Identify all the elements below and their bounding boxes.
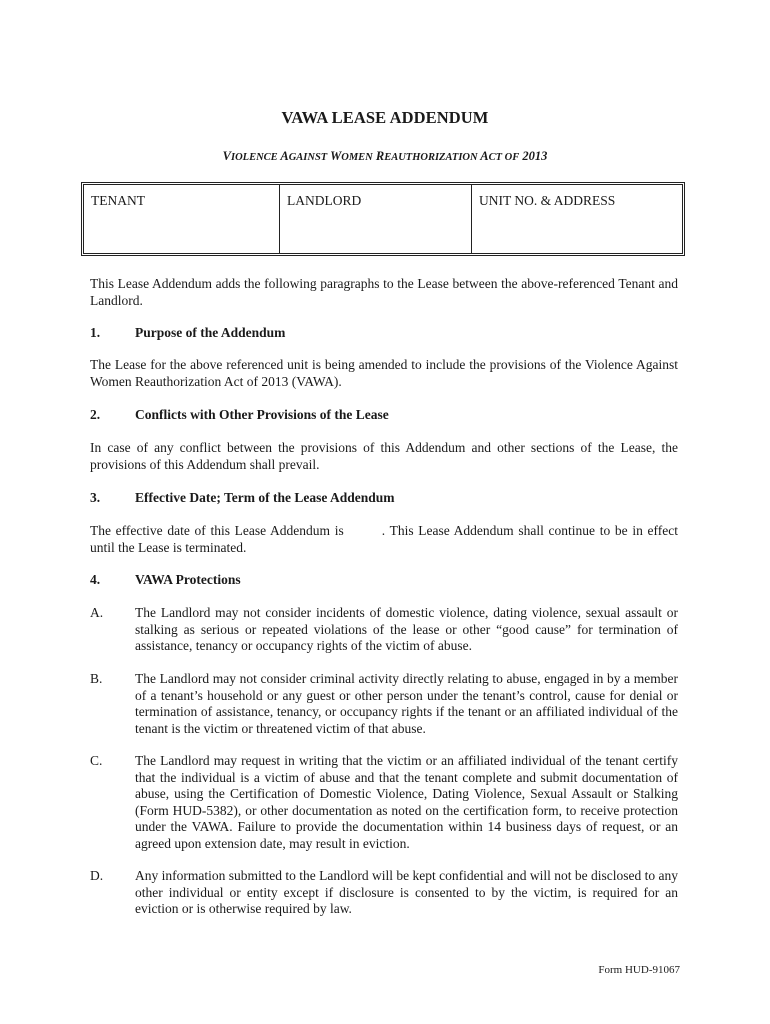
landlord-cell[interactable] bbox=[280, 185, 472, 253]
party-info-table bbox=[81, 182, 685, 256]
unit-address-cell[interactable] bbox=[472, 185, 682, 253]
tenant-cell[interactable] bbox=[84, 185, 280, 253]
form-number: Form HUD-91067 bbox=[598, 964, 680, 976]
protection-item-c: C. The Landlord may request in writing that the victim or an affiliated individual of the tenant certify that the individual is a victim of abuse and that the tenant complete and submit documentation of abuse, using the Certification of Domestic Violence, Dating Violence, Sexual Assault or Stalking (Form HUD-5382), or other documentation as noted on the certification form, to receive protection under the VAWA. Failure to provide the documentation within 14 business days of request, or an agreed upon extension date, may result in eviction. bbox=[90, 753, 678, 851]
tenant-label: TENANT bbox=[91, 193, 145, 208]
section-3-heading: 3. Effective Date; Term of the Lease Addendum bbox=[90, 490, 395, 505]
intro-paragraph: This Lease Addendum adds the following paragraphs to the Lease between the above-referenced Tenant and Landlord. bbox=[90, 276, 678, 308]
protection-item-b: B. The Landlord may not consider criminal activity directly relating to abuse, engaged in by a member of a tenant’s household or any guest or other person under the tenant’s control, cause for denial or termination of assistance, tenancy, or occupancy rights if the tenant or an affiliated individual of the tenant is the victim or threatened victim of that abuse. bbox=[90, 671, 678, 736]
section-1-text: The Lease for the above referenced unit is being amended to include the provisions of the Violence Against Women Reauthorization Act of 2013 (VAWA). bbox=[90, 357, 678, 389]
section-2-heading: 2. Conflicts with Other Provisions of the Lease bbox=[90, 407, 389, 422]
unit-address-label: UNIT NO. & ADDRESS bbox=[479, 193, 616, 208]
section-3-text: The effective date of this Lease Addendum is . This Lease Addendum shall continue to be in effect until the Lease is terminated. bbox=[90, 523, 679, 555]
document-subtitle: VIOLENCE AGAINST WOMEN REAUTHORIZATION ACT OF 2013 bbox=[222, 149, 548, 163]
section-4-heading: 4. VAWA Protections bbox=[90, 572, 241, 587]
document-title: VAWA LEASE ADDENDUM bbox=[281, 108, 489, 127]
section-2-text: In case of any conflict between the provisions of this Addendum and other sections of the Lease, the provisions of this Addendum shall prevail. bbox=[90, 440, 678, 472]
protection-item-a: A. The Landlord may not consider incidents of domestic violence, dating violence, sexual assault or stalking as serious or repeated violations of the lease or other “good cause” for termination of assistance, tenancy or occupancy rights of the victim of abuse. bbox=[90, 605, 678, 653]
section-1-heading: 1. Purpose of the Addendum bbox=[90, 325, 286, 340]
landlord-label: LANDLORD bbox=[287, 193, 362, 208]
protection-item-d: D. Any information submitted to the Landlord will be kept confidential and will not be disclosed to any other individual or entity except if disclosure is consented to by the victim, is required for an eviction or is otherwise required by law. bbox=[90, 868, 678, 916]
